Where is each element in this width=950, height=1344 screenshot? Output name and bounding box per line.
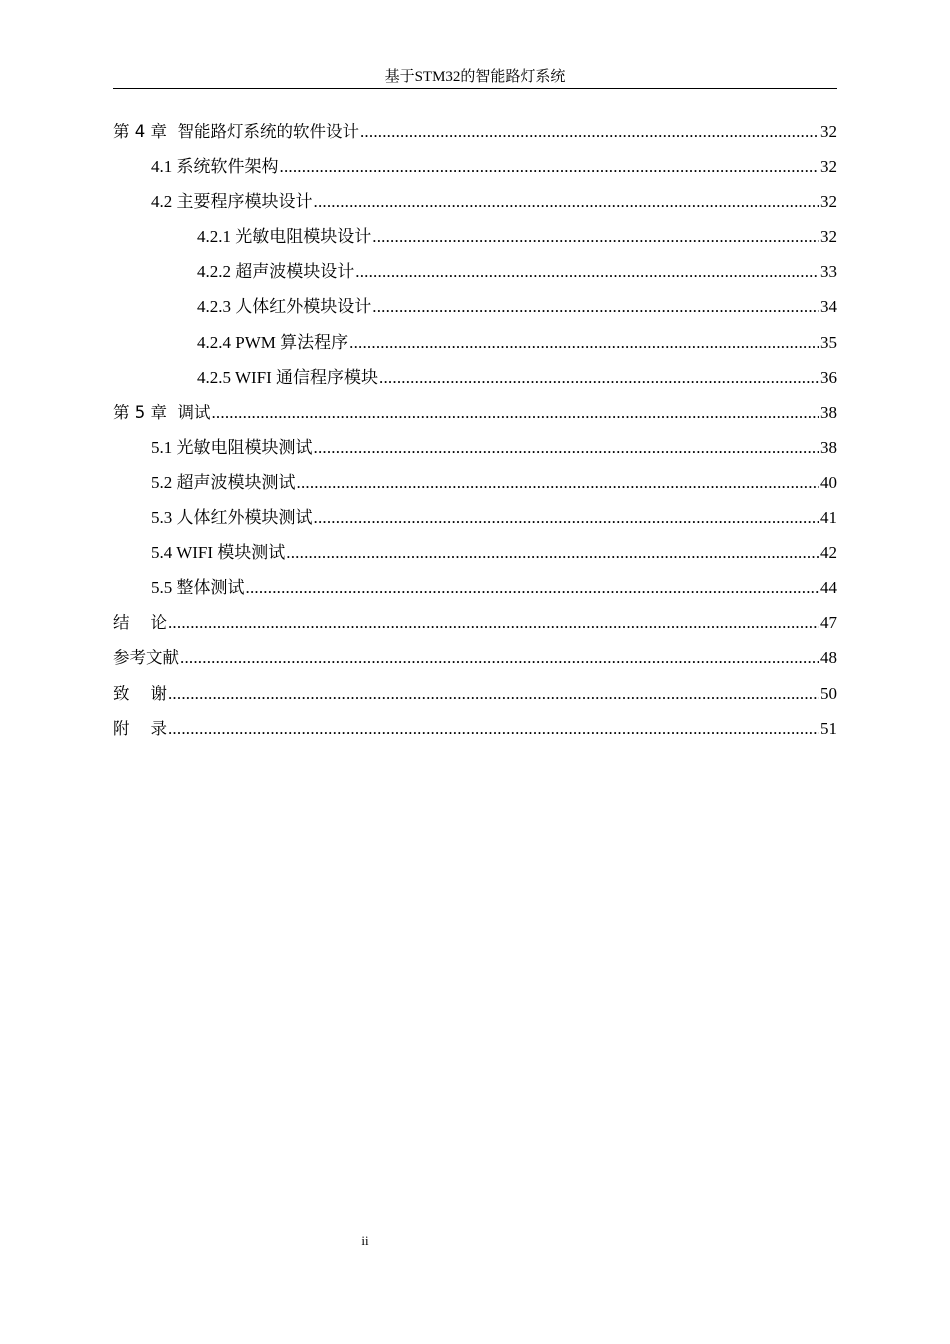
- toc-entry[interactable]: [113, 149, 837, 184]
- toc-dot-leader: [168, 605, 819, 640]
- toc-entry-page: 44: [820, 578, 837, 598]
- toc-entry-label: 第 5 章 调试: [113, 402, 211, 422]
- toc-entry-page: 48: [820, 648, 837, 668]
- toc-entry-page: 33: [820, 262, 837, 282]
- toc-entry[interactable]: [113, 570, 837, 605]
- toc-dot-leader: [314, 184, 820, 219]
- toc-entry-page: 51: [820, 718, 837, 738]
- toc-entry-label: 5.3 人体红外模块测试: [151, 508, 313, 528]
- toc-entry-page: 38: [820, 402, 837, 422]
- page-number: ii: [361, 1233, 369, 1248]
- toc-entry[interactable]: [113, 219, 837, 254]
- toc-dot-leader: [314, 500, 820, 535]
- toc-dot-leader: [180, 640, 819, 675]
- toc-entry-page: 40: [820, 472, 837, 492]
- toc-entry-label: 4.2.1 光敏电阻模块设计: [197, 227, 372, 247]
- toc-entry-page: 47: [820, 613, 837, 633]
- toc-entry-label: 4.2.3 人体红外模块设计: [197, 297, 372, 317]
- toc-entry-label: 4.2.2 超声波模块设计: [197, 262, 355, 282]
- toc-entry-label: 4.1 系统软件架构: [151, 157, 279, 177]
- toc-entry-page: 36: [820, 367, 837, 387]
- toc-entry[interactable]: [113, 465, 837, 500]
- toc-entry[interactable]: [113, 360, 837, 395]
- toc-entry[interactable]: [113, 676, 837, 711]
- toc-entry-page: 32: [820, 227, 837, 247]
- table-of-contents: [113, 114, 837, 746]
- toc-entry[interactable]: [113, 395, 837, 430]
- toc-entry-label: 附 录: [113, 718, 167, 738]
- toc-entry[interactable]: [113, 605, 837, 640]
- toc-entry-label: 5.2 超声波模块测试: [151, 472, 296, 492]
- toc-entry-page: 38: [820, 437, 837, 457]
- toc-dot-leader: [286, 535, 819, 570]
- toc-entry-label: 4.2.5 WIFI 通信程序模块: [197, 367, 379, 387]
- toc-entry-label: 5.4 WIFI 模块测试: [151, 543, 286, 563]
- toc-entry[interactable]: [113, 430, 837, 465]
- toc-dot-leader: [355, 254, 819, 289]
- toc-entry-page: 35: [820, 332, 837, 352]
- toc-entry-label: 4.2 主要程序模块设计: [151, 192, 313, 212]
- toc-dot-leader: [168, 676, 819, 711]
- toc-dot-leader: [372, 219, 819, 254]
- toc-dot-leader: [372, 289, 819, 324]
- toc-dot-leader: [246, 570, 820, 605]
- toc-dot-leader: [280, 149, 820, 184]
- toc-entry[interactable]: [113, 535, 837, 570]
- toc-entry-label: 结 论: [113, 613, 167, 633]
- toc-entry[interactable]: [113, 640, 837, 675]
- toc-entry[interactable]: [113, 325, 837, 360]
- toc-entry-page: 34: [820, 297, 837, 317]
- toc-dot-leader: [314, 430, 820, 465]
- toc-entry-page: 32: [820, 192, 837, 212]
- toc-entry-label: 参考文献: [113, 648, 179, 668]
- toc-dot-leader: [379, 360, 819, 395]
- toc-entry-page: 50: [820, 683, 837, 703]
- toc-entry[interactable]: [113, 500, 837, 535]
- toc-entry[interactable]: [113, 254, 837, 289]
- toc-entry-label: 第 4 章 智能路灯系统的软件设计: [113, 122, 359, 141]
- toc-entry-page: 32: [820, 157, 837, 177]
- toc-entry-page: 32: [820, 122, 837, 141]
- toc-dot-leader: [297, 465, 820, 500]
- toc-entry-label: 致 谢: [113, 683, 167, 703]
- toc-dot-leader: [168, 711, 819, 746]
- toc-entry-label: 5.5 整体测试: [151, 578, 245, 598]
- toc-entry-label: 4.2.4 PWM 算法程序: [197, 332, 349, 352]
- header-title: 基于STM32的智能路灯系统: [384, 69, 566, 85]
- toc-entry[interactable]: [113, 289, 837, 324]
- toc-entry-page: 42: [820, 543, 837, 563]
- toc-entry[interactable]: [113, 711, 837, 746]
- toc-entry[interactable]: [113, 184, 837, 219]
- toc-entry-page: 41: [820, 508, 837, 528]
- toc-dot-leader: [211, 395, 819, 430]
- toc-entry[interactable]: [113, 114, 837, 149]
- toc-entry-label: 5.1 光敏电阻模块测试: [151, 437, 313, 457]
- toc-dot-leader: [360, 114, 819, 149]
- page-header: [113, 66, 837, 89]
- toc-dot-leader: [349, 325, 819, 360]
